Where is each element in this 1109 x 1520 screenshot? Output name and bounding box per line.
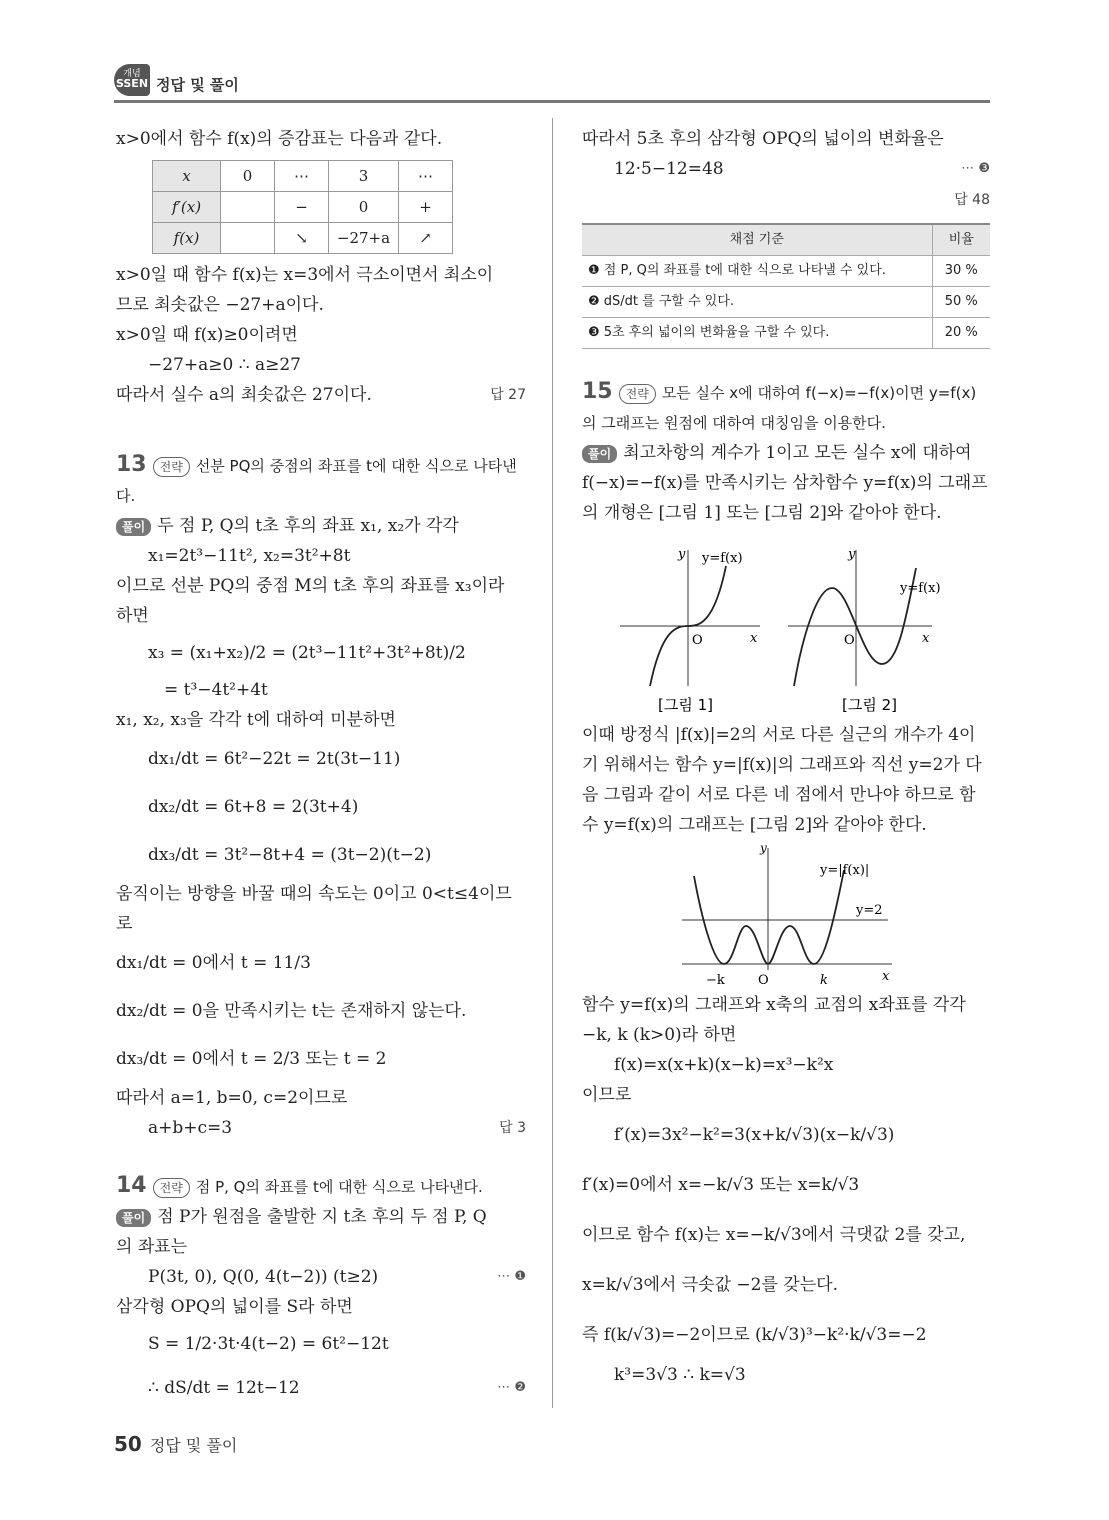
strategy-tag: 전략 — [153, 457, 190, 477]
solution-tag: 풀이 — [116, 518, 151, 536]
table-cell: 0 — [221, 161, 275, 192]
solution-tag: 풀이 — [116, 1209, 151, 1227]
text-line: 이므로 — [582, 1085, 632, 1105]
right-column — [582, 124, 990, 1390]
text-line: 따라서 실수 a의 최솟값은 27이다. — [116, 385, 372, 405]
text-paragraph: 함수 y=f(x)의 그래프와 x축의 교점의 x좌표를 각각 −k, k (k>0)라 하면 — [582, 995, 966, 1045]
figures-row — [582, 538, 990, 714]
math-line: x₁=2t³−11t², x₂=3t²+8t — [148, 546, 351, 566]
step-marker-3: ⋯ ❸ — [961, 161, 990, 176]
math-line: dx₁/dt = 6t²−22t = 2t(3t−11) — [148, 749, 401, 769]
text-line: 두 점 P, Q의 t초 후의 좌표 x₁, x₂가 각각 — [157, 516, 459, 536]
text-line: x>0일 때 함수 f(x)는 x=3에서 극소이면서 최소이 — [116, 265, 494, 285]
text-line: 움직이는 방향을 바꿀 때의 속도는 0이고 0<t≤4이므로 — [116, 884, 512, 934]
page-header — [114, 62, 990, 106]
strategy-tag: 전략 — [153, 1178, 190, 1198]
grading-table — [582, 223, 990, 349]
math-line: ∴ dS/dt = 12t−12 — [148, 1378, 300, 1398]
table-cell: ↗ — [399, 223, 453, 254]
table-row — [153, 192, 453, 223]
brand-logo — [114, 64, 150, 96]
math-line: f(x)=x(x+k)(x−k)=x³−k²x — [614, 1055, 834, 1075]
table-row — [582, 224, 990, 256]
text-paragraph: 최고차항의 계수가 1이고 모든 실수 x에 대하여 f(−x)=−f(x)를 만족시키는 삼차함수 y=f(x)의 그래프의 개형은 [그림 1] 또는 [그림 2]와 같아야 한다. — [582, 443, 988, 523]
strategy-text: 선분 PQ의 중점의 좌표를 t에 대한 식으로 나타낸다. — [116, 457, 517, 505]
question-13-header — [116, 450, 526, 511]
page-number: 50 — [114, 1432, 142, 1456]
table-row — [582, 287, 990, 318]
header-rule — [114, 100, 990, 103]
x-axis-label: x — [922, 631, 930, 646]
math-line: P(3t, 0), Q(0, 4(t−2)) (t≥2) — [148, 1267, 379, 1287]
figure-2-caption: [그림 2] — [842, 696, 897, 714]
table-cell: f′(x) — [153, 192, 221, 223]
math-line: S = 1/2·3t·4(t−2) = 6t²−12t — [148, 1334, 389, 1354]
math-line: dx₂/dt = 6t+8 = 2(3t+4) — [148, 797, 359, 817]
strategy-text: 점 P, Q의 좌표를 t에 대한 식으로 나타낸다. — [195, 1178, 483, 1196]
table-cell: 50 % — [932, 287, 990, 318]
text-line: 점 P가 원점을 출발한 지 t초 후의 두 점 P, Q — [157, 1207, 487, 1227]
text-line: 이므로 선분 PQ의 중점 M의 t초 후의 좌표를 x₃이라 — [116, 576, 505, 596]
answer-13: 답 3 — [499, 1120, 526, 1136]
logo-top-text: 개념 — [123, 69, 141, 79]
math-line: dx₃/dt = 3t²−8t+4 = (3t−2)(t−2) — [148, 845, 432, 865]
solution-tag: 풀이 — [582, 445, 617, 463]
strategy-tag: 전략 — [619, 384, 656, 404]
question-number: 15 — [582, 379, 613, 404]
table-row — [582, 318, 990, 349]
table-cell: 20 % — [932, 318, 990, 349]
text-paragraph: 이때 방정식 |f(x)|=2의 서로 다른 실근의 개수가 4이기 위해서는 함수 y=|f(x)|의 그래프와 직선 y=2가 다음 그림과 같이 서로 다른 네 점에서 만나야 하므로 함수 y=f(x)의 그래프는 [그림 2]와 같아야 한다. — [582, 725, 982, 835]
curve — [794, 568, 916, 686]
table-cell — [221, 192, 275, 223]
table-cell: − — [275, 192, 329, 223]
figure-1-caption: [그림 1] — [658, 696, 713, 714]
math-line: k³=3√3 ∴ k=√3 — [614, 1365, 746, 1385]
abs-graph-figure — [582, 840, 990, 990]
math-line: dx₂/dt = 0을 만족시키는 t는 존재하지 않는다. — [116, 1001, 467, 1021]
origin-label: O — [692, 633, 703, 648]
table-cell: + — [399, 192, 453, 223]
figure-1 — [620, 547, 760, 686]
text-line: 삼각형 OPQ의 넓이를 S라 하면 — [116, 1297, 353, 1317]
math-line: 즉 f(k/√3)=−2이므로 (k/√3)³−k²·k/√3=−2 — [582, 1325, 927, 1345]
origin-label: O — [758, 973, 769, 988]
math-line: x=k/√3에서 극솟값 −2를 갖는다. — [582, 1275, 838, 1295]
curve-label: y=f(x) — [900, 581, 941, 596]
text-line: x>0일 때 f(x)≥0이려면 — [116, 325, 298, 345]
table-cell: ❷ dS/dt 를 구할 수 있다. — [582, 287, 932, 318]
table-row — [153, 223, 453, 254]
text-line: 하면 — [116, 606, 149, 626]
text-line: 따라서 a=1, b=0, c=2이므로 — [116, 1088, 348, 1108]
question-14-header — [116, 1171, 526, 1202]
y-axis-label: y — [848, 547, 856, 562]
left-column — [116, 124, 526, 1410]
text-line: −27+a≥0 ∴ a≥27 — [148, 355, 301, 375]
logo-bottom-text: SSEN — [115, 77, 149, 90]
table-cell: 30 % — [932, 256, 990, 287]
line-label: y=2 — [856, 903, 883, 918]
origin-label: O — [844, 633, 855, 648]
table-row — [582, 256, 990, 287]
table-cell: ↘ — [275, 223, 329, 254]
table-header: 비율 — [932, 224, 990, 256]
table-cell: x — [153, 161, 221, 192]
x-axis-label: x — [882, 969, 890, 984]
y-axis-label: y — [678, 547, 686, 562]
step-marker-2: ⋯ ❷ — [497, 1380, 526, 1395]
page-footer — [114, 1432, 237, 1456]
curve-label: y=|f(x)| — [820, 863, 870, 878]
text-line: x₁, x₂, x₃을 각각 t에 대하여 미분하면 — [116, 710, 396, 730]
curve-label: y=f(x) — [702, 551, 743, 566]
table-header: 채점 기준 — [582, 224, 932, 256]
x-axis-label: x — [750, 631, 758, 646]
text-line: 따라서 5초 후의 삼각형 OPQ의 넓이의 변화율은 — [582, 129, 944, 149]
math-line: x₃ = (x₁+x₂)/2 = (2t³−11t²+3t²+8t)/2 — [148, 643, 466, 663]
strategy-text: 모든 실수 x에 대하여 f(−x)=−f(x)이면 y=f(x)의 그래프는 원점에 대하여 대칭임을 이용한다. — [582, 384, 977, 432]
text-line: 므로 최솟값은 −27+a이다. — [116, 295, 324, 315]
abs-graph — [582, 840, 990, 990]
math-line: 12·5−12=48 — [614, 159, 724, 179]
neg-k-label: −k — [706, 973, 725, 988]
table-row — [153, 161, 453, 192]
table-cell: 3 — [329, 161, 399, 192]
math-line: = t³−4t²+4t — [164, 680, 268, 700]
table-cell: ⋯ — [275, 161, 329, 192]
math-line: dx₃/dt = 0에서 t = 2/3 또는 t = 2 — [116, 1049, 387, 1069]
figure-2 — [788, 547, 941, 686]
increase-decrease-table — [152, 160, 453, 254]
table-cell: ❸ 5초 후의 넓이의 변화율을 구할 수 있다. — [582, 318, 932, 349]
math-line: a+b+c=3 — [148, 1118, 233, 1138]
cubic-graphs — [582, 538, 990, 714]
table-cell: ⋯ — [399, 161, 453, 192]
y-axis-label: y — [760, 841, 767, 855]
answer-14: 답 48 — [954, 192, 990, 208]
math-line: f′(x)=3x²−k²=3(x+k/√3)(x−k/√3) — [614, 1125, 895, 1145]
question-number: 14 — [116, 1173, 147, 1198]
table-cell: ❶ 점 P, Q의 좌표를 t에 대한 식으로 나타낼 수 있다. — [582, 256, 932, 287]
table-cell — [221, 223, 275, 254]
table-cell: −27+a — [329, 223, 399, 254]
curve — [694, 870, 844, 964]
column-divider — [552, 118, 553, 1408]
math-line: dx₁/dt = 0에서 t = 11/3 — [116, 953, 311, 973]
answer-12: 답 27 — [490, 387, 526, 403]
math-line: f′(x)=0에서 x=−k/√3 또는 x=k/√3 — [582, 1175, 860, 1195]
text-line: x>0에서 함수 f(x)의 증감표는 다음과 같다. — [116, 129, 443, 149]
table-cell: f(x) — [153, 223, 221, 254]
math-line: 이므로 함수 f(x)는 x=−k/√3에서 극댓값 2를 갖고, — [582, 1225, 966, 1245]
k-label: k — [820, 973, 828, 988]
question-number: 13 — [116, 452, 147, 477]
question-15-header — [582, 377, 990, 438]
table-cell: 0 — [329, 192, 399, 223]
header-title: 정답 및 풀이 — [156, 76, 239, 94]
step-marker-1: ⋯ ❶ — [497, 1269, 526, 1284]
text-line: 의 좌표는 — [116, 1237, 188, 1257]
footer-title: 정답 및 풀이 — [149, 1436, 238, 1455]
